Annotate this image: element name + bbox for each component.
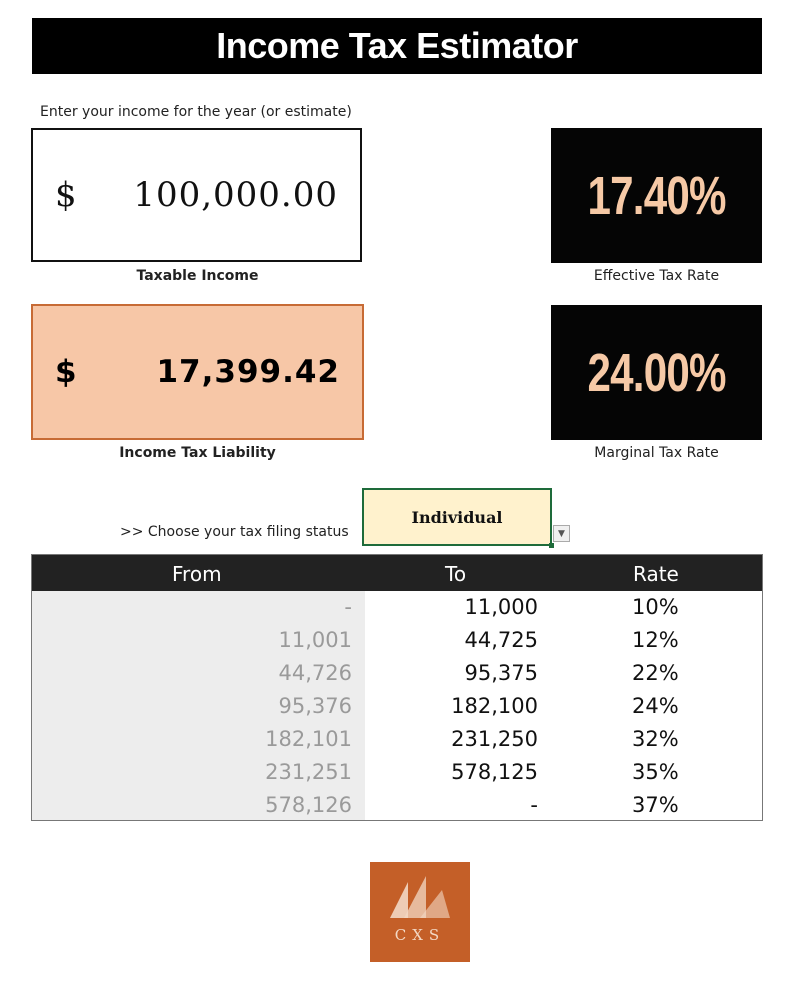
column-header-from: From [172,562,222,586]
bracket-rate: 37% [632,793,679,817]
bracket-to: 578,125 [451,760,538,784]
bracket-rate: 35% [632,760,679,784]
effective-rate-display [551,128,762,263]
marginal-rate-display [551,305,762,440]
column-header-rate: Rate [633,562,679,586]
bracket-rate: 12% [632,628,679,652]
table-row [32,789,762,822]
bracket-rate: 32% [632,727,679,751]
table-row [32,756,762,789]
page-title: Income Tax Estimator [32,18,762,74]
bracket-to: 11,000 [464,595,538,619]
marginal-rate-value: 24.00% [587,342,726,403]
table-row [32,690,762,723]
bracket-to: 182,100 [451,694,538,718]
currency-symbol: $ [55,175,77,215]
filing-status-label: >> Choose your tax filing status [120,524,349,540]
table-row [32,624,762,657]
column-header-to: To [445,562,467,586]
table-row [32,723,762,756]
filing-status-value: Individual [411,507,503,527]
bracket-from: 11,001 [278,628,352,652]
liability-caption: Income Tax Liability [119,445,276,461]
effective-rate-caption: Effective Tax Rate [593,268,720,284]
bracket-to: 44,725 [464,628,538,652]
taxable-income-input[interactable] [31,128,362,262]
bracket-from: 44,726 [278,661,352,685]
bracket-from: 578,126 [265,793,352,817]
table-row [32,591,762,624]
sails-icon [370,862,470,924]
chevron-down-icon[interactable]: ▼ [553,525,570,542]
table-header [32,555,762,591]
marginal-rate-caption: Marginal Tax Rate [594,445,719,461]
bracket-from: 95,376 [278,694,352,718]
currency-symbol: $ [55,354,77,390]
income-prompt-label: Enter your income for the year (or estimate) [40,104,352,120]
bracket-from: 182,101 [265,727,352,751]
bracket-to: 95,375 [464,661,538,685]
company-logo [370,862,470,962]
bracket-from: - [344,595,352,619]
bracket-to: - [530,793,538,817]
bracket-to: 231,250 [451,727,538,751]
bracket-from: 231,251 [265,760,352,784]
logo-text: CXS [394,926,446,944]
table-row [32,657,762,690]
cell-fill-handle[interactable] [549,543,554,548]
tax-brackets-table [31,554,763,821]
bracket-rate: 24% [632,694,679,718]
effective-rate-value: 17.40% [587,165,726,226]
taxable-income-caption: Taxable Income [136,268,259,284]
liability-display [31,304,364,440]
taxable-income-value: 100,000.00 [133,175,338,215]
bracket-rate: 10% [632,595,679,619]
bracket-rate: 22% [632,661,679,685]
filing-status-select[interactable] [362,488,552,546]
liability-value: 17,399.42 [156,354,340,390]
